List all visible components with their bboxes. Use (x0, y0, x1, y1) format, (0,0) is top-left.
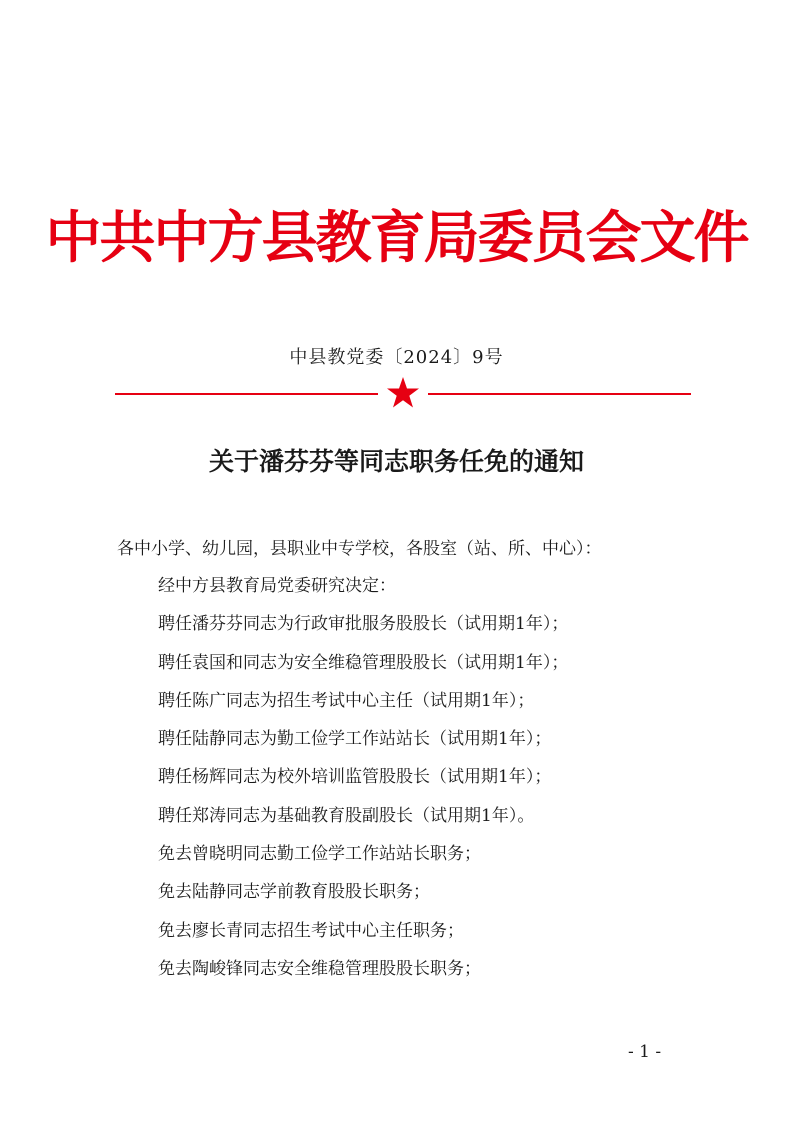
document-number: 中县教党委〔2024〕9号 (289, 347, 504, 368)
document-masthead: 中共中方县教育局委员会文件 (45, 205, 748, 271)
addressee-line: 各中小学、幼儿园，县职业中专学校，各股室（站、所、中心）： (117, 539, 602, 559)
page-number: - 1 - (628, 1042, 662, 1062)
body-paragraph: 免去陶峻锋同志安全维稳管理股股长职务； (158, 958, 481, 979)
body-paragraph: 聘任陆静同志为勤工俭学工作站站长（试用期1年）； (158, 729, 552, 750)
body-paragraph: 聘任潘芬芬同志为行政审批服务股股长（试用期1年）； (158, 614, 569, 635)
body-paragraph: 免去陆静同志学前教育股股长职务； (158, 882, 430, 903)
red-divider-right (428, 393, 691, 395)
body-paragraph: 聘任杨辉同志为校外培训监管股股长（试用期1年）； (158, 767, 552, 788)
red-divider-left (115, 393, 378, 395)
body-paragraph: 聘任郑涛同志为基础教育股副股长（试用期1年）。 (158, 805, 535, 826)
body-paragraph: 聘任袁国和同志为安全维稳管理股股长（试用期1年）； (158, 652, 569, 673)
red-star-icon (386, 376, 420, 410)
notice-title: 关于潘芬芬等同志职务任免的通知 (208, 447, 584, 476)
notice-body (158, 572, 568, 993)
body-paragraph: 免去曾晓明同志勤工俭学工作站站长职务； (158, 844, 481, 865)
body-paragraph: 免去廖长青同志招生考试中心主任职务； (158, 920, 464, 941)
body-paragraph: 经中方县教育局党委研究决定： (158, 576, 396, 596)
body-paragraph: 聘任陈广同志为招生考试中心主任（试用期1年）； (158, 690, 535, 711)
